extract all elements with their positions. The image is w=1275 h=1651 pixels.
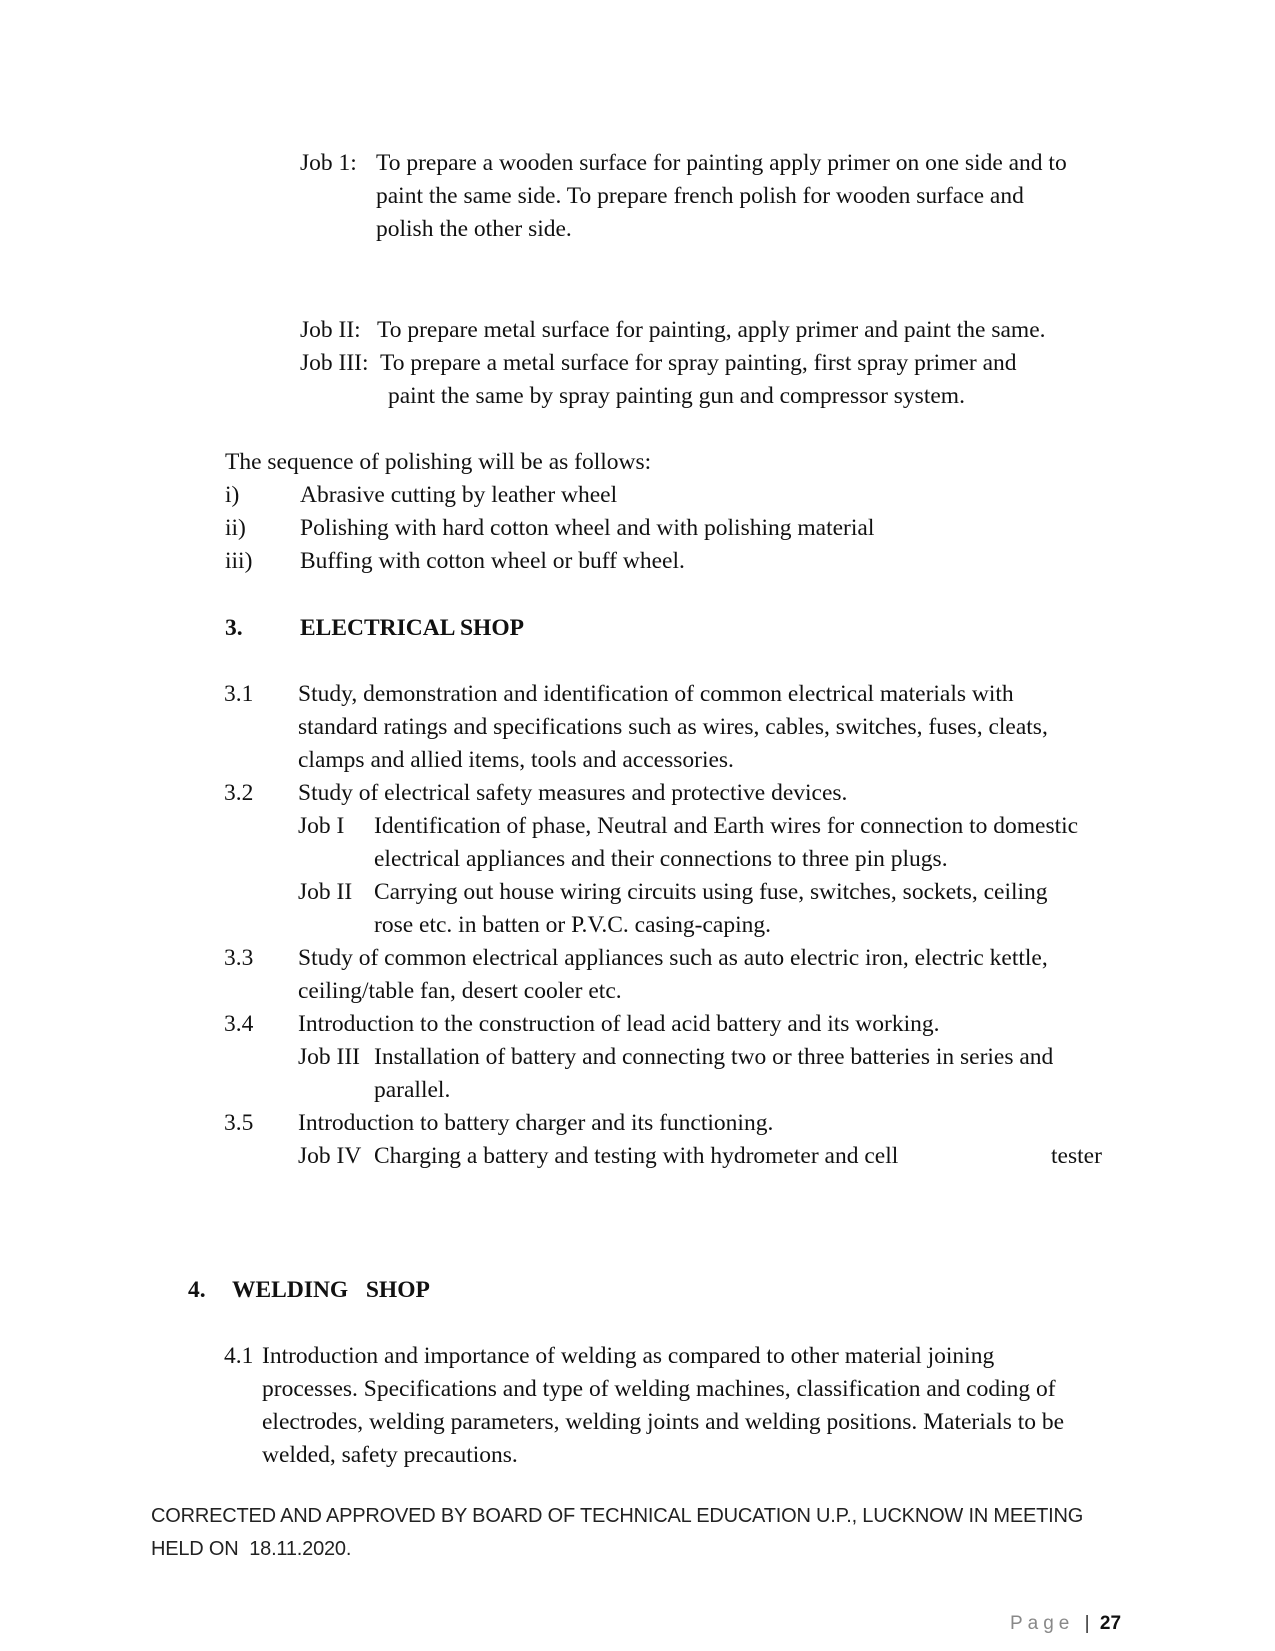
job-text-line: Installation of battery and connecting two or three batteries in series and bbox=[374, 1044, 1054, 1070]
subsection-number: 3.2 bbox=[224, 780, 254, 806]
job-text-line: Identification of phase, Neutral and Earth wires for connection to domestic bbox=[374, 813, 1079, 839]
approval-note-line: CORRECTED AND APPROVED BY BOARD OF TECHNICAL EDUCATION U.P., LUCKNOW IN MEETING bbox=[151, 1505, 1084, 1527]
job-label: Job II bbox=[298, 879, 353, 905]
list-number: iii) bbox=[225, 548, 253, 574]
subsection-text-line: Introduction and importance of welding as compared to other material joining bbox=[262, 1343, 995, 1369]
subsection-text-line: clamps and allied items, tools and accessories. bbox=[298, 747, 734, 773]
subsection-text-line: processes. Specifications and type of welding machines, classification and coding of bbox=[262, 1376, 1056, 1402]
job-label: Job II: bbox=[300, 317, 361, 343]
job-text-line: paint the same side. To prepare french polish for wooden surface and bbox=[376, 183, 1024, 209]
page-separator: | bbox=[1084, 1613, 1090, 1634]
job-label: Job III bbox=[298, 1044, 360, 1070]
job-label: Job IV bbox=[298, 1143, 362, 1169]
job-text-line: Charging a battery and testing with hydrometer and cell bbox=[374, 1143, 899, 1169]
subsection-number: 4.1 bbox=[224, 1343, 254, 1369]
subsection-text-line: Study of electrical safety measures and protective devices. bbox=[298, 780, 848, 806]
page-label: Page bbox=[1010, 1613, 1075, 1634]
section-title: WELDING SHOP bbox=[232, 1277, 430, 1303]
list-text: Polishing with hard cotton wheel and with polishing material bbox=[300, 515, 875, 541]
subsection-text-line: Introduction to the construction of lead acid battery and its working. bbox=[298, 1011, 940, 1037]
subsection-text-line: Study of common electrical appliances such as auto electric iron, electric kettle, bbox=[298, 945, 1048, 971]
job-text-line: parallel. bbox=[374, 1077, 451, 1103]
subsection-text-line: electrodes, welding parameters, welding joints and welding positions. Materials to be bbox=[262, 1409, 1065, 1435]
subsection-number: 3.5 bbox=[224, 1110, 254, 1136]
subsection-text-line: standard ratings and specifications such as wires, cables, switches, fuses, cleats, bbox=[298, 714, 1048, 740]
subsection-text-line: Introduction to battery charger and its functioning. bbox=[298, 1110, 774, 1136]
job-text-line: To prepare a wooden surface for painting apply primer on one side and to bbox=[376, 150, 1067, 176]
job-label: Job III: bbox=[300, 350, 369, 376]
page-number-value: 27 bbox=[1099, 1613, 1122, 1634]
subsection-number: 3.3 bbox=[224, 945, 254, 971]
job-text-line: Carrying out house wiring circuits using fuse, switches, sockets, ceiling bbox=[374, 879, 1048, 905]
section-number: 4. bbox=[188, 1277, 206, 1303]
subsection-text-line: welded, safety precautions. bbox=[262, 1442, 518, 1468]
approval-note-line: HELD ON 18.11.2020. bbox=[151, 1538, 352, 1560]
list-number: i) bbox=[225, 482, 240, 508]
job-text-line: polish the other side. bbox=[376, 216, 572, 242]
job-label: Job I bbox=[298, 813, 345, 839]
job-text-line: To prepare metal surface for painting, apply primer and paint the same. bbox=[377, 317, 1046, 343]
list-text: Abrasive cutting by leather wheel bbox=[300, 482, 618, 508]
list-text: Buffing with cotton wheel or buff wheel. bbox=[300, 548, 685, 574]
section-title: ELECTRICAL SHOP bbox=[300, 615, 524, 641]
subsection-number: 3.4 bbox=[224, 1011, 254, 1037]
job-text-line: rose etc. in batten or P.V.C. casing-caping. bbox=[374, 912, 772, 938]
page-number bbox=[1010, 1613, 1121, 1635]
job-text-line: electrical appliances and their connections to three pin plugs. bbox=[374, 846, 948, 872]
job-text-tail: tester bbox=[1051, 1143, 1102, 1169]
list-number: ii) bbox=[225, 515, 246, 541]
polishing-intro: The sequence of polishing will be as follows: bbox=[225, 449, 652, 475]
job-label: Job 1: bbox=[300, 150, 357, 176]
subsection-text-line: ceiling/table fan, desert cooler etc. bbox=[298, 978, 622, 1004]
section-number: 3. bbox=[225, 615, 243, 641]
job-text-line: paint the same by spray painting gun and compressor system. bbox=[388, 383, 965, 409]
job-text-line: To prepare a metal surface for spray painting, first spray primer and bbox=[380, 350, 1017, 376]
subsection-text-line: Study, demonstration and identification of common electrical materials with bbox=[298, 681, 1014, 707]
subsection-number: 3.1 bbox=[224, 681, 254, 707]
